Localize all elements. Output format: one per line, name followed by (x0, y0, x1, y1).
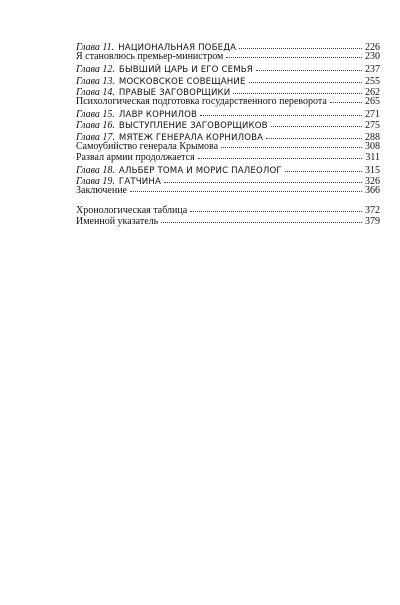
chapter-title: ЛАВР КОРНИЛОВ (118, 110, 198, 121)
chapter-title: АЛЬБЕР ТОМА И МОРИС ПАЛЕОЛОГ (118, 166, 282, 177)
section-title: Хронологическая таблица (76, 204, 188, 216)
toc-entry-chapter-17 (76, 130, 380, 141)
dot-leader (200, 115, 362, 116)
page-number: 230 (365, 51, 380, 63)
dot-leader (249, 82, 362, 83)
dot-leader (330, 102, 362, 103)
chapter-number: Глава 18. (76, 165, 115, 177)
chapter-title: БЫВШИЙ ЦАРЬ И ЕГО СЕМЬЯ (118, 65, 253, 76)
page-number: 311 (365, 151, 380, 163)
toc-entry-chapter-15 (76, 107, 380, 121)
chapter-number: Глава 13. (76, 75, 115, 87)
dot-leader (233, 93, 362, 94)
page-number: 262 (365, 86, 380, 98)
dot-leader (221, 147, 362, 148)
chapter-title: ВЫСТУПЛЕНИЕ ЗАГОВОРЩИКОВ (118, 121, 268, 132)
page-number: 275 (365, 120, 380, 132)
toc-entry-conclusion (76, 185, 380, 196)
page-number: 288 (365, 131, 380, 143)
page-number: 315 (365, 165, 380, 177)
toc-entry-chapter-18 (76, 163, 380, 177)
dot-leader (271, 126, 362, 127)
page-number: 372 (365, 204, 380, 216)
toc-entry-chapter-12 (76, 62, 380, 76)
spacer (76, 197, 380, 205)
section-title: Самоубийство генерала Крымова (76, 140, 219, 152)
dot-leader (164, 182, 362, 183)
page-number: 237 (365, 64, 380, 76)
page-number: 366 (365, 185, 380, 197)
chapter-title: ГАТЧИНА (118, 177, 162, 188)
toc-entry-chapter-14 (76, 85, 380, 96)
section-title: Психологическая подготовка государственного переворота (76, 95, 327, 107)
toc-entry-chapter-13 (76, 74, 380, 85)
page-number: 255 (365, 75, 380, 87)
dot-leader (256, 70, 362, 71)
dot-leader (198, 158, 363, 159)
toc-entry-chronology (76, 205, 380, 216)
dot-leader (226, 57, 362, 58)
page-number: 226 (365, 42, 380, 53)
toc-entry-section (76, 152, 380, 163)
chapter-number: Глава 12. (76, 64, 115, 76)
section-title: Развал армии продолжается (76, 151, 195, 163)
chapter-title: НАЦИОНАЛЬНАЯ ПОБЕДА (118, 43, 237, 53)
dot-leader (285, 171, 362, 172)
dot-leader (161, 222, 362, 223)
section-title: Заключение (76, 185, 127, 197)
section-title: Именной указатель (76, 215, 159, 227)
chapter-number: Глава 16. (76, 120, 115, 132)
table-of-contents (76, 40, 380, 227)
dot-leader (130, 191, 362, 192)
dot-leader (266, 138, 362, 139)
toc-entry-name-index (76, 216, 380, 227)
page-number: 379 (365, 215, 380, 227)
chapter-title: МЯТЕЖ ГЕНЕРАЛА КОРНИЛОВА (118, 132, 264, 143)
dot-leader (190, 211, 362, 212)
chapter-number: Глава 15. (76, 109, 115, 121)
chapter-number: Глава 19. (76, 176, 115, 188)
toc-entry-chapter-16 (76, 118, 380, 132)
toc-entry-chapter-11 (76, 40, 380, 51)
page-number: 308 (365, 140, 380, 152)
section-title: Я становлюсь премьер-министром (76, 51, 224, 63)
page-number: 265 (365, 95, 380, 107)
chapter-title: МОСКОВСКОЕ СОВЕЩАНИЕ (118, 76, 246, 87)
chapter-number: Глава 14. (76, 86, 115, 98)
chapter-number: Глава 17. (76, 131, 115, 143)
dot-leader (239, 48, 362, 49)
chapter-title: ПРАВЫЕ ЗАГОВОРЩИКИ (118, 87, 231, 98)
chapter-number: Глава 11. (76, 42, 115, 53)
page-number: 326 (365, 176, 380, 188)
toc-entry-section (76, 96, 380, 107)
page-number: 271 (365, 109, 380, 121)
